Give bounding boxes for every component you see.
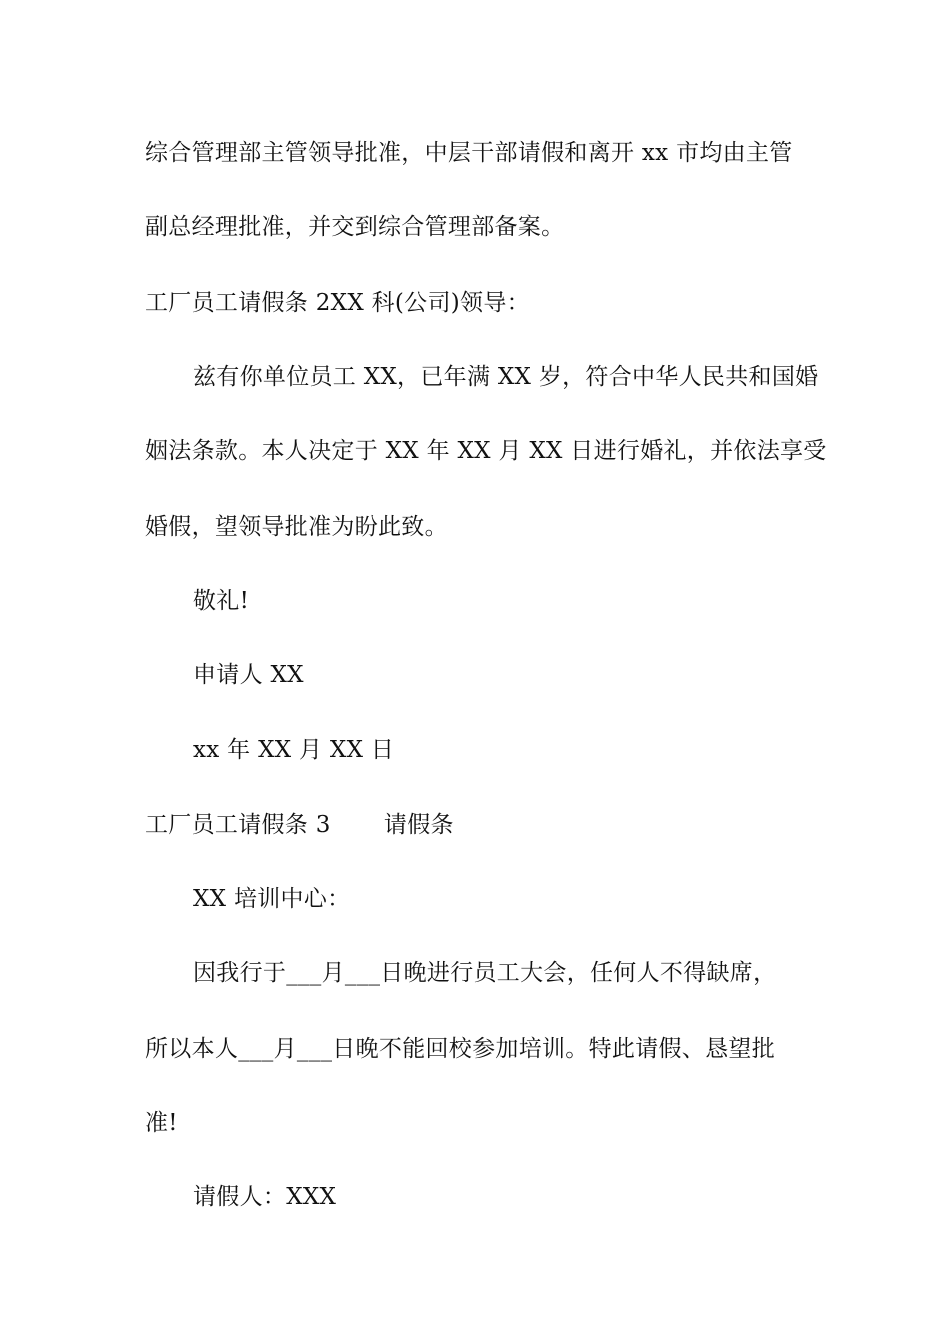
paragraph-line-14: 准! (145, 1110, 178, 1136)
paragraph-line-13: 所以本人___月___日晚不能回校参加培训。特此请假、恳望批 (145, 1036, 775, 1062)
paragraph-line-1: 综合管理部主管领导批准，中层干部请假和离开 xx 市均由主管 (145, 140, 793, 166)
applicant-line: 申请人 XX (193, 662, 304, 688)
leave-requester-line: 请假人：XXX (193, 1184, 337, 1210)
paragraph-line-12: 因我行于___月___日晚进行员工大会，任何人不得缺席， (193, 960, 777, 986)
section-heading-leave-note-3: 工厂员工请假条 3 请假条 (145, 812, 454, 838)
paragraph-line-6: 婚假，望领导批准为盼此致。 (145, 514, 448, 540)
section-heading-leave-note-2: 工厂员工请假条 2XX 科(公司)领导： (145, 290, 530, 316)
paragraph-line-4: 兹有你单位员工 XX，已年满 XX 岁，符合中华人民共和国婚 (193, 364, 819, 390)
addressee-line: XX 培训中心： (193, 886, 351, 912)
salutation: 敬礼! (193, 588, 250, 614)
date-line: xx 年 XX 月 XX 日 (193, 737, 395, 763)
paragraph-line-5: 姻法条款。本人决定于 XX 年 XX 月 XX 日进行婚礼，并依法享受 (145, 438, 827, 464)
paragraph-line-2: 副总经理批准，并交到综合管理部备案。 (145, 214, 565, 240)
